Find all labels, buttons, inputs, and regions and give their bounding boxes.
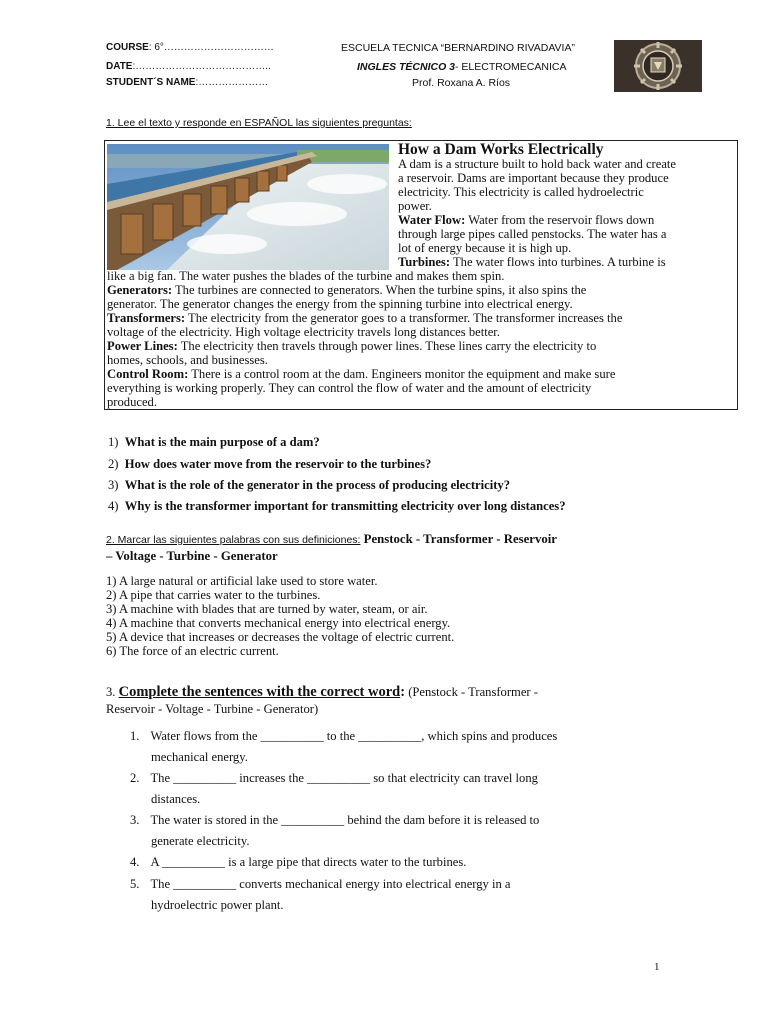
definition-item: 5) A device that increases or decreases the voltage of electric current.: [106, 630, 455, 644]
section3-header: 3. Complete the sentences with the correct word: (Penstock - Transformer - Reservoir - Voltage - Turbine - Generator): [106, 684, 538, 716]
question-3: 3) What is the role of the generator in the process of producing electricity?: [108, 478, 511, 492]
subject: INGLES TÉCNICO 3- ELECTROMECANICA: [357, 61, 567, 73]
reading-intro: A dam is a structure built to hold back water and create a reservoir. Dams are important because they produce electricity. This electricity is called hydroelectric power. Water Flow: Water from the reservoir flows down through large pipes called penstocks. The water has a lot of energy because it is high up. Turbines: The water flows into turbines. A turbine is: [398, 157, 677, 269]
school-name: ESCUELA TECNICA “BERNARDINO RIVADAVIA”: [341, 42, 575, 54]
definition-item: 3) A machine with blades that are turned by water, steam, or air.: [106, 602, 428, 616]
section2-header: 2. Marcar las siguientes palabras con sus definiciones: Penstock - Transformer - Reservoir – Voltage - Turbine - Generator: [106, 532, 557, 563]
reading-title: How a Dam Works Electrically: [398, 141, 604, 158]
question-1: 1) What is the main purpose of a dam?: [108, 435, 320, 449]
definition-item: 6) The force of an electric current.: [106, 644, 279, 658]
date-field: DATE:…………………………………..: [106, 61, 271, 72]
question-4: 4) Why is the transformer important for transmitting electricity over long distances?: [108, 499, 566, 513]
definitions-list: [106, 574, 454, 658]
course-field: COURSE: 6°……………………………: [106, 42, 274, 53]
fill-item-1: 1. Water flows from the __________ to the __________, which spins and produces mechanical energy.: [130, 729, 558, 765]
fill-item-2: 2. The __________ increases the __________ so that electricity can travel long distances.: [130, 771, 538, 807]
fill-item-5: 5. The __________ converts mechanical energy into electrical energy in a hydroelectric power plant.: [130, 877, 511, 913]
teacher-name: Prof. Roxana A. Ríos: [412, 77, 511, 89]
student-name-field: STUDENT´S NAME:…………………: [106, 77, 269, 88]
page-number: 1: [654, 961, 660, 973]
section1-instruction: 1. Lee el texto y responde en ESPAÑOL las siguientes preguntas:: [106, 117, 412, 129]
fill-item-3: 3. The water is stored in the __________ behind the dam before it is released to generate electricity.: [130, 813, 540, 849]
dam-photo: [107, 144, 389, 270]
definition-item: 2) A pipe that carries water to the turbines.: [106, 588, 321, 602]
reading-body: like a big fan. The water pushes the blades of the turbine and makes them spin. Generators: The turbines are connected to generators. When the turbine spins, it also spins the generator. The generator changes the energy from the spinning turbine into electrical energy. Transformers: The electricity from the generator goes to a transformer. The transformer increases the voltage of the electricity. High voltage electricity travels long distances better. Power Lines: The electricity then travels through power lines. These lines carry the electricity to homes, schools, and businesses. Control Room: There is a control room at the dam. Engineers monitor the equipment and make sure everything is working properly. They can control the flow of water and the amount of electricity produced.: [107, 269, 623, 409]
school-logo: [614, 40, 702, 92]
definition-item: 4) A machine that converts mechanical energy into electrical energy.: [106, 616, 451, 630]
fill-item-4: 4. A __________ is a large pipe that directs water to the turbines.: [130, 855, 467, 869]
definition-item: 1) A large natural or artificial lake used to store water.: [106, 574, 378, 588]
question-2: 2) How does water move from the reservoir to the turbines?: [108, 457, 432, 471]
